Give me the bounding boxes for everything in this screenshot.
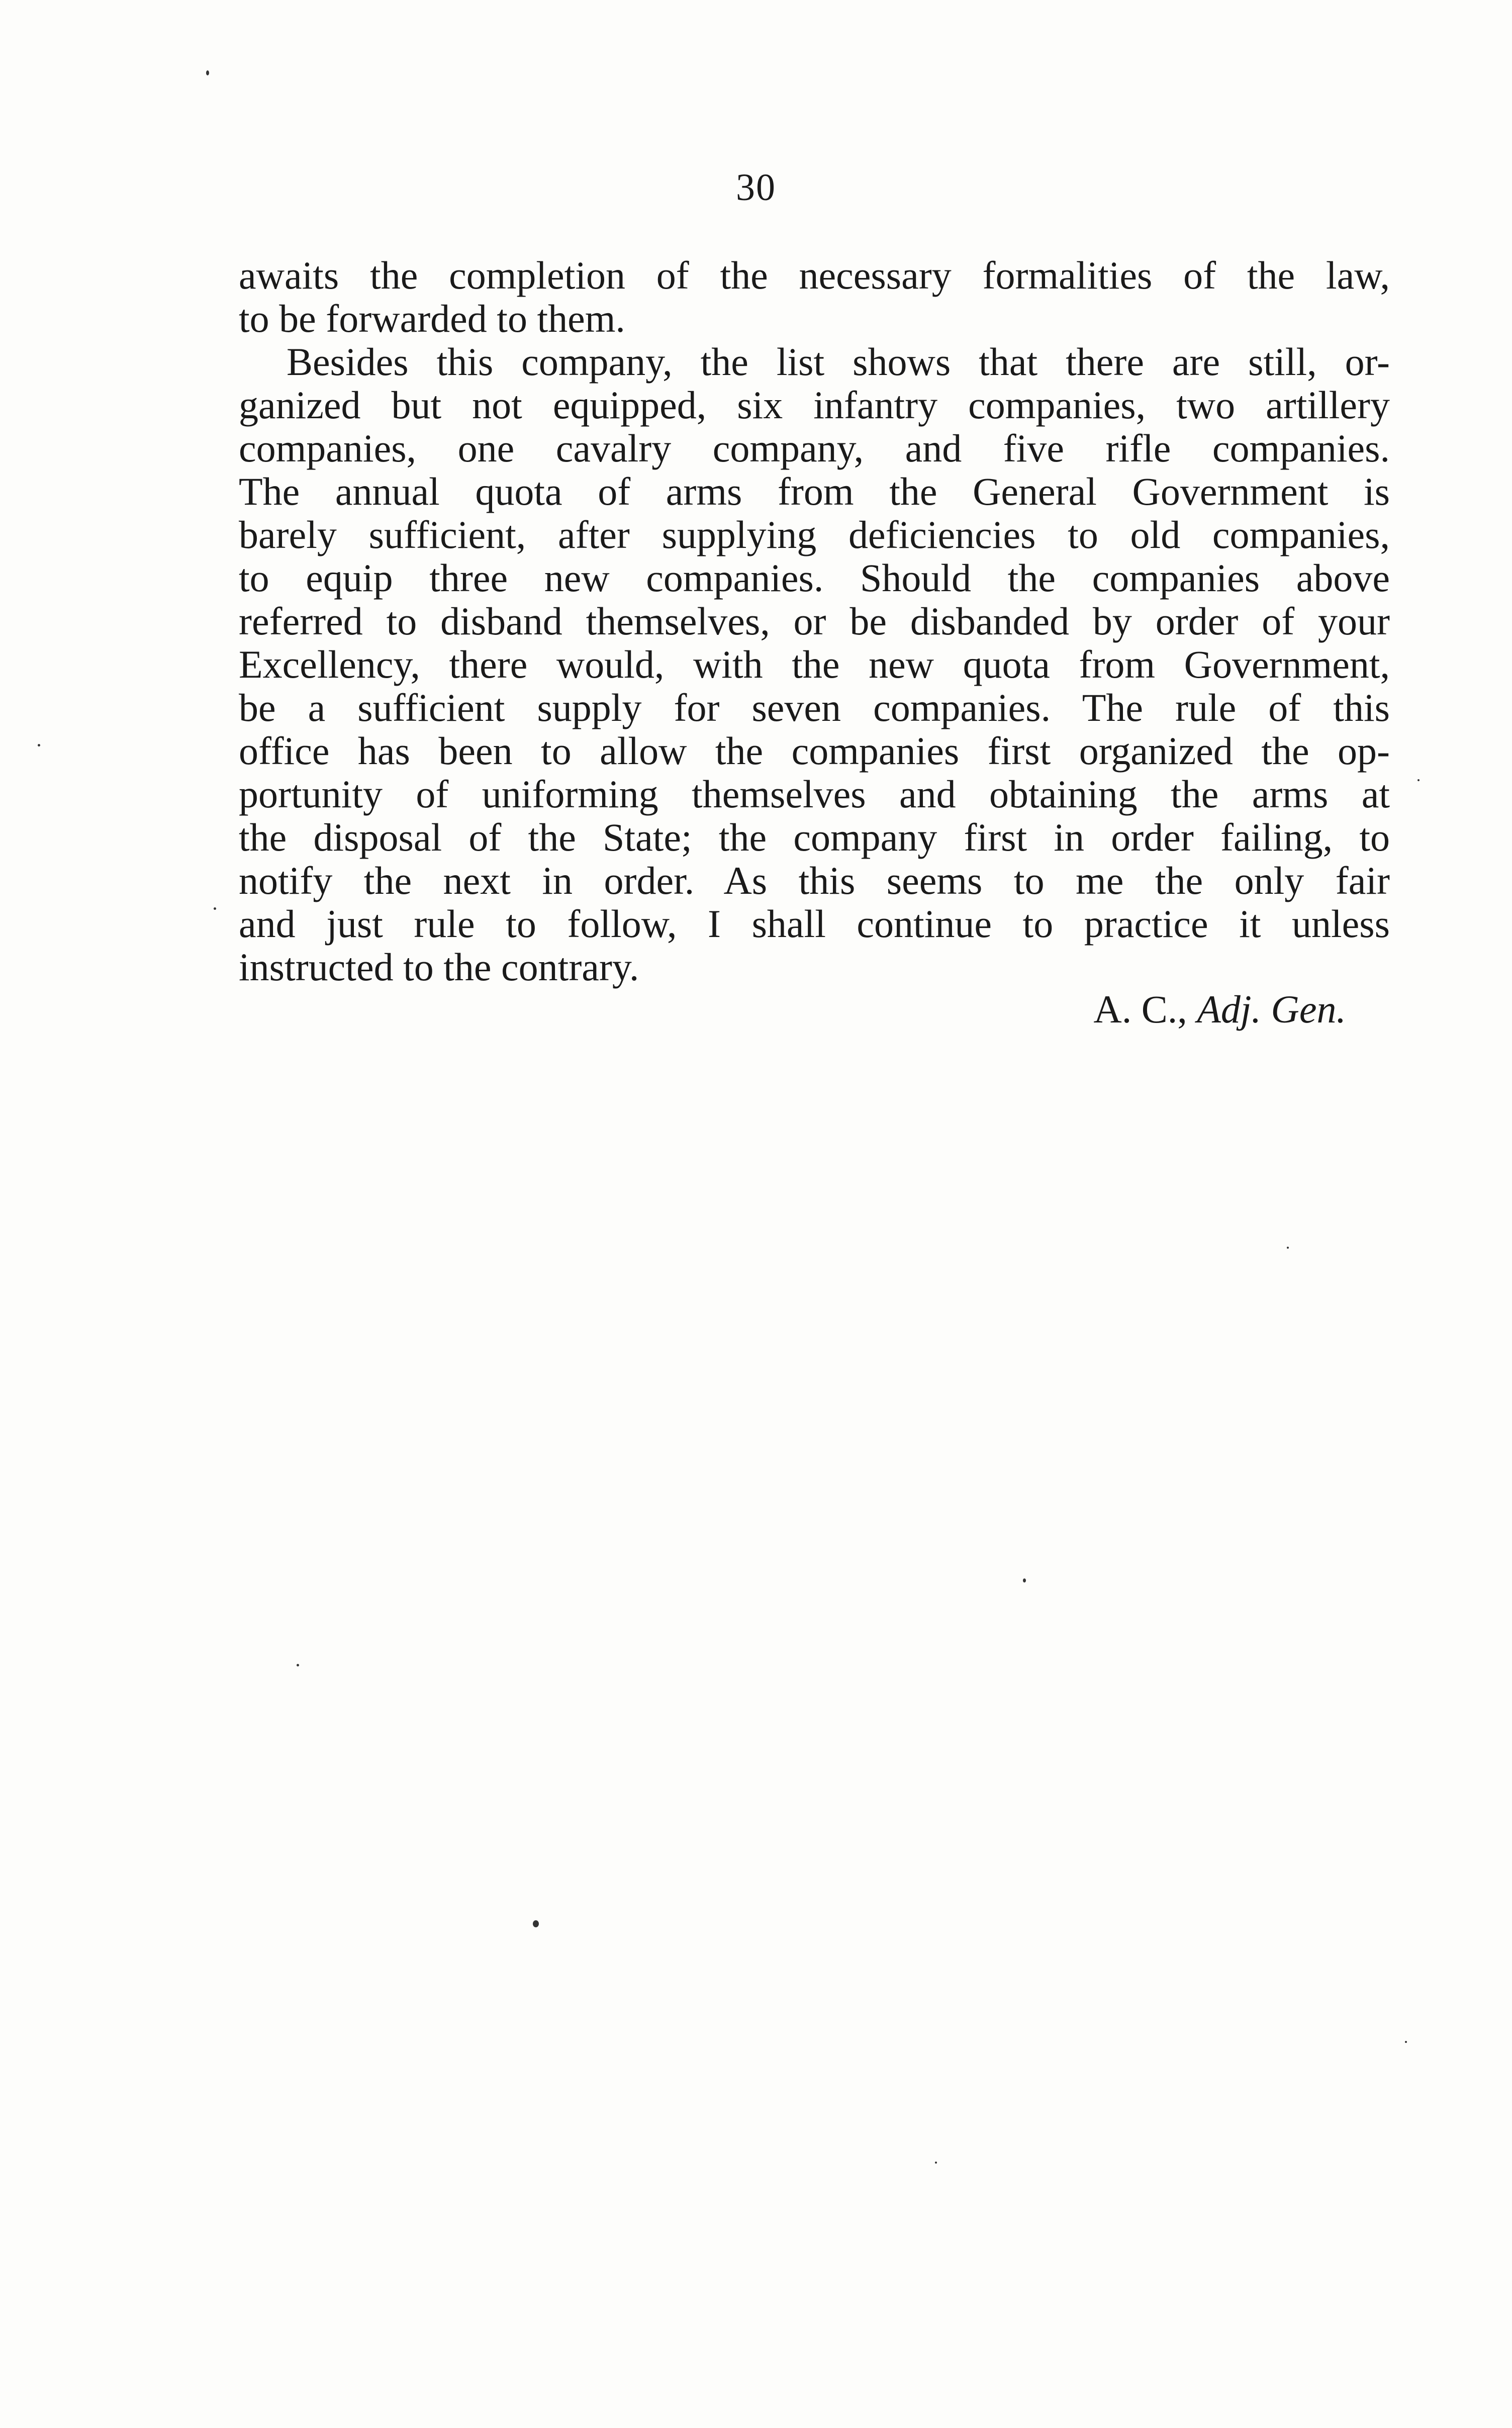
scan-speck <box>1405 2041 1407 2043</box>
text-line: office has been to allow the companies first organized the op- <box>239 729 1390 773</box>
text-line: The annual quota of arms from the General Government is <box>239 470 1390 513</box>
scan-speck <box>38 744 40 746</box>
scan-speck <box>1287 1247 1289 1249</box>
text-line: awaits the completion of the necessary formalities of the law, <box>239 253 1390 297</box>
text-line: barely sufficient, after supplying deficiencies to old companies, <box>239 513 1390 556</box>
signature <box>1093 988 1346 1031</box>
text-line: companies, one cavalry company, and five rifle companies. <box>239 426 1390 470</box>
text-line: and just rule to follow, I shall continue to practice it unless <box>239 902 1390 946</box>
text-line: be a sufficient supply for seven companies. The rule of this <box>239 686 1390 729</box>
scan-speck <box>297 1664 299 1666</box>
text-line: portunity of uniforming themselves and obtaining the arms at <box>239 772 1390 816</box>
text-line: Excellency, there would, with the new quota from Government, <box>239 642 1390 686</box>
text-line: to be forwarded to them. <box>239 297 625 340</box>
report-body <box>239 254 1390 989</box>
signature-initials: A. C., <box>1093 987 1187 1031</box>
scan-speck <box>1023 1578 1026 1582</box>
scan-speck <box>1418 779 1420 781</box>
page-number: 30 <box>736 166 776 209</box>
text-line: Besides this company, the list shows that there are still, or- <box>287 340 1390 384</box>
text-line: to equip three new companies. Should the companies above <box>239 556 1390 600</box>
scan-speck <box>935 2162 937 2164</box>
scan-speck <box>214 907 216 910</box>
text-line: ganized but not equipped, six infantry companies, two artillery <box>239 383 1390 427</box>
scan-speck <box>206 70 209 75</box>
text-line: notify the next in order. As this seems to me the only fair <box>239 859 1390 902</box>
signature-title: Adj. Gen. <box>1197 987 1346 1031</box>
text-line: referred to disband themselves, or be disbanded by order of your <box>239 599 1390 643</box>
text-line: instructed to the contrary. <box>239 945 639 989</box>
text-line: the disposal of the State; the company first in order failing, to <box>239 815 1390 859</box>
scan-speck <box>533 1920 539 1927</box>
